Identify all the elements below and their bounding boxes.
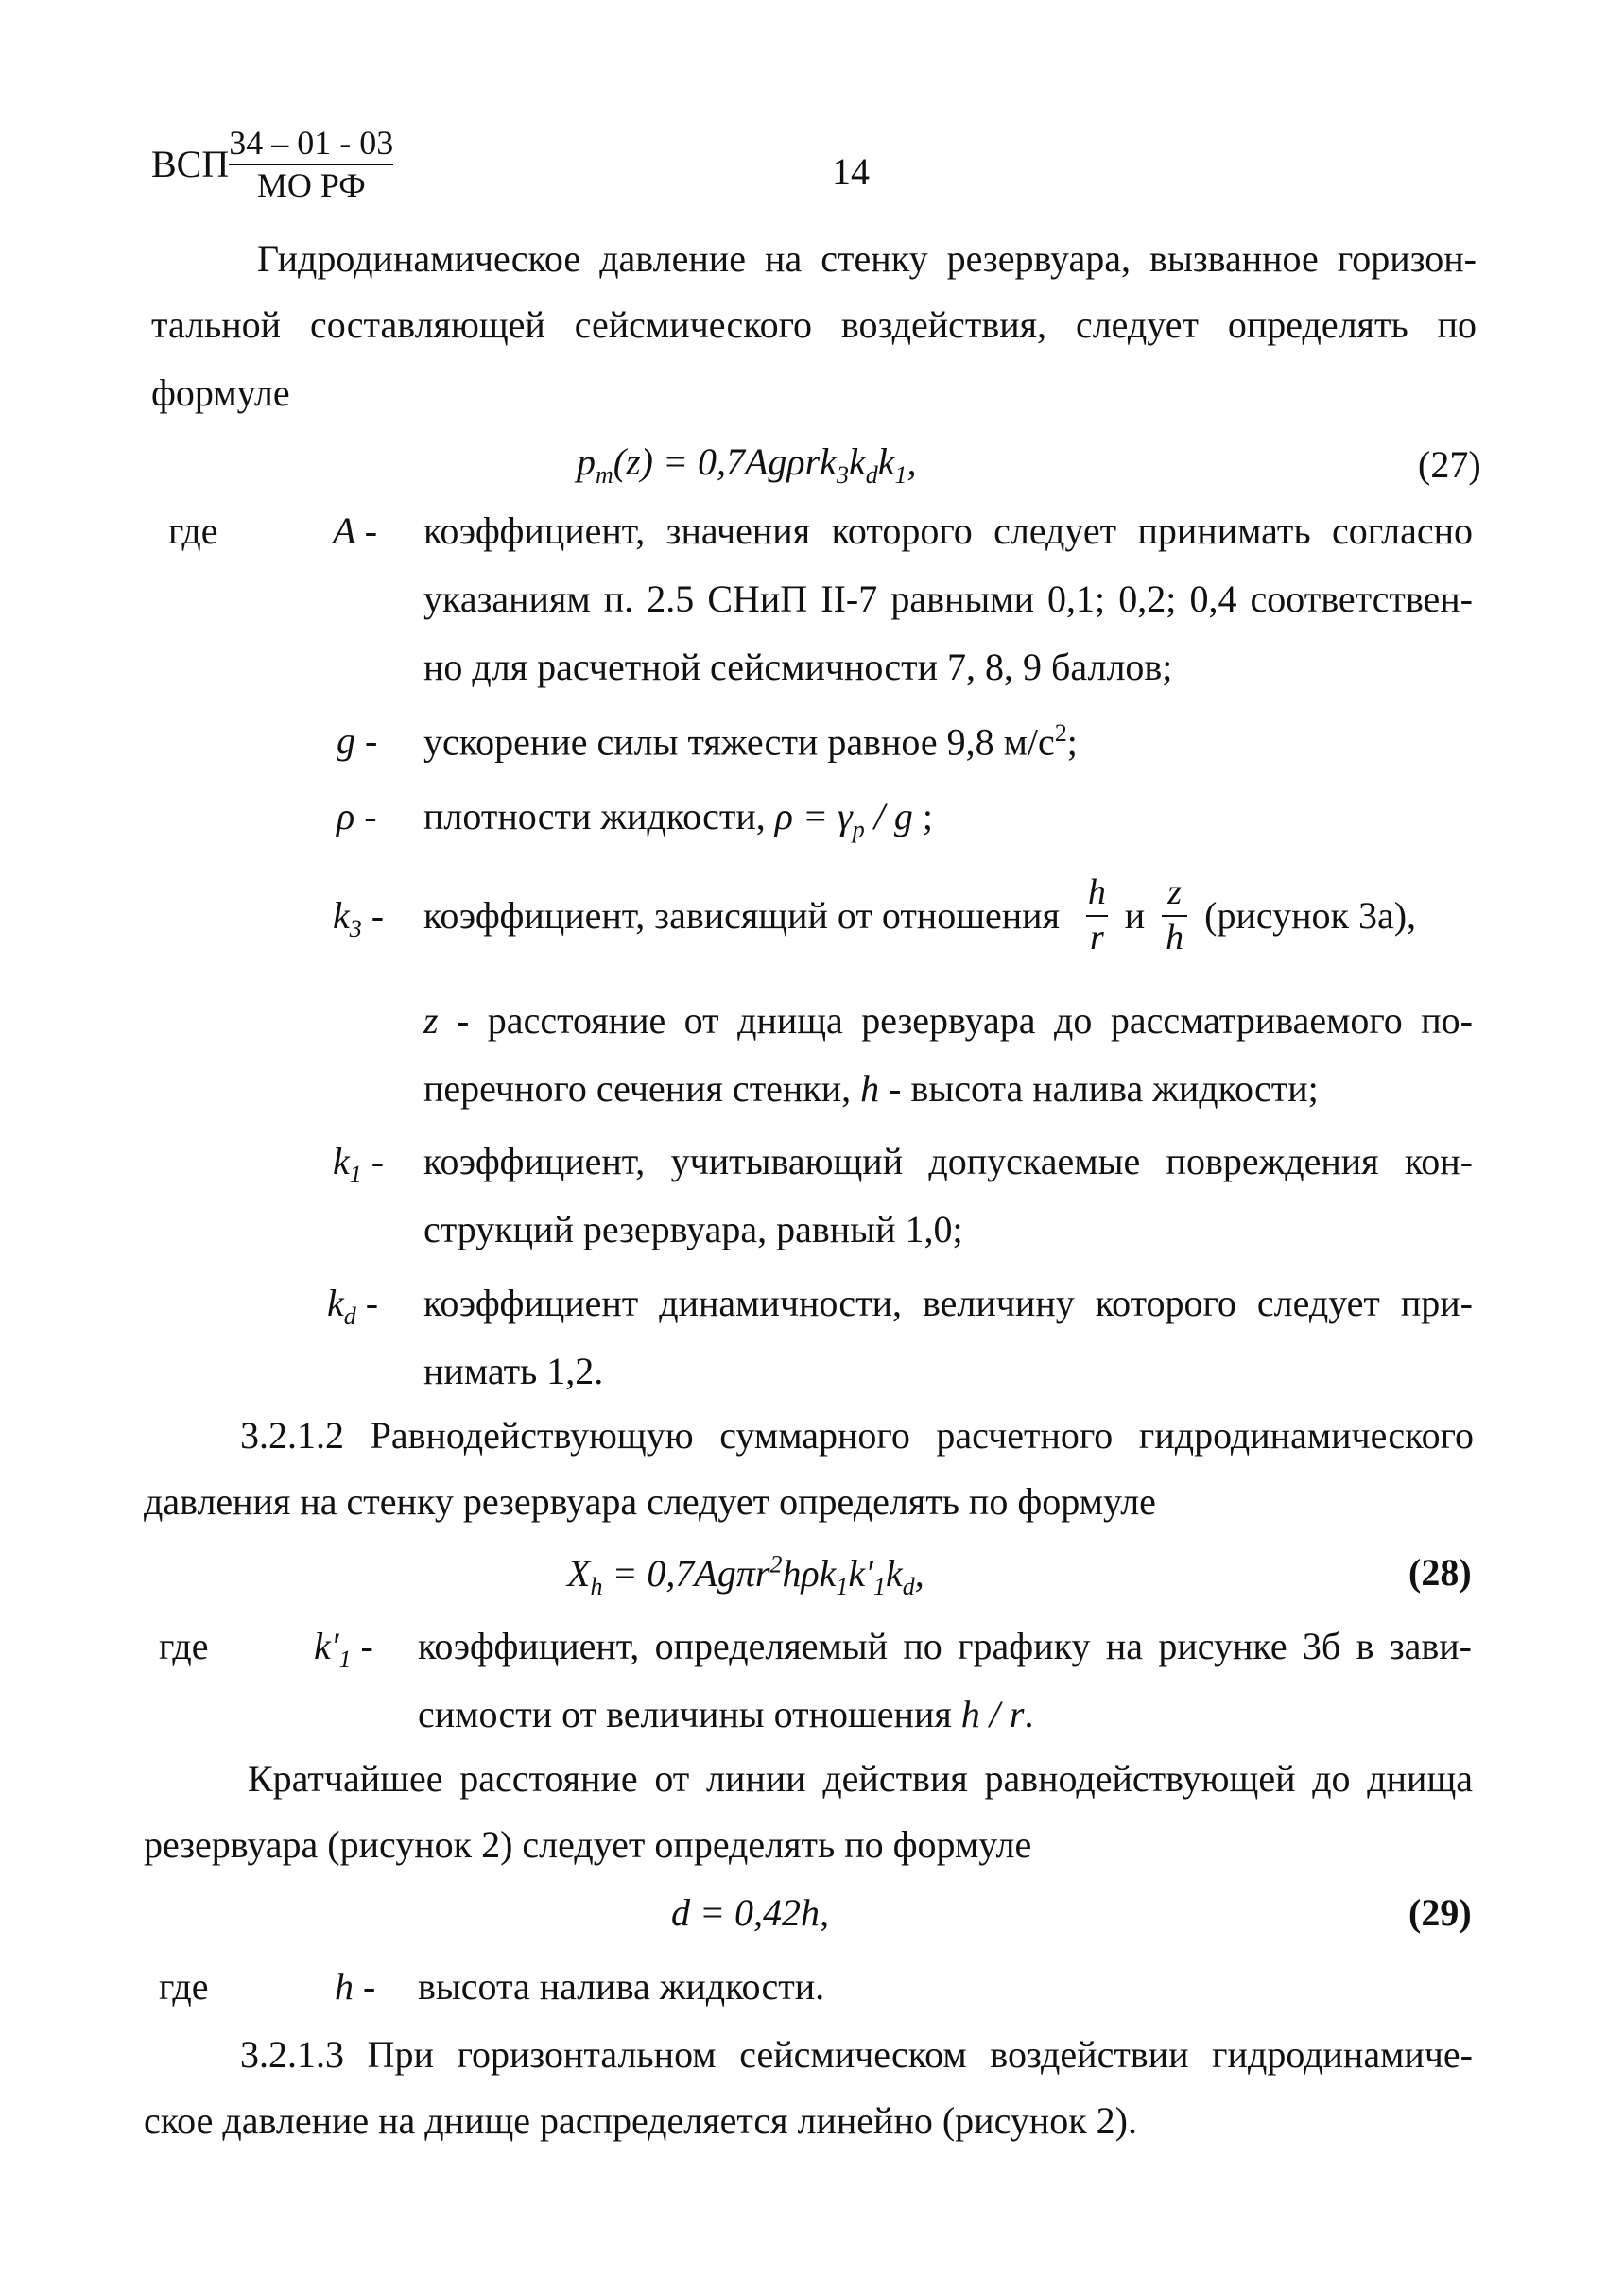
para1-line3: формуле xyxy=(151,371,290,414)
def-g-line1: ускорение силы тяжести равное 9,8 $м/с^2$; xyxy=(423,719,1078,764)
def-k1prime-line1: коэффициент, определяемый по графику на рисунке 3б в зави- xyxy=(418,1625,1472,1667)
def-z-line2: перечного сечения стенки, h - высота налива жидкости; xyxy=(423,1067,1319,1110)
def-h-text: высота налива жидкости. xyxy=(418,1965,825,2008)
def-kd-line1: коэффициент динамичности, величину которого следует при- xyxy=(423,1282,1473,1324)
eq29-number: (29) xyxy=(1408,1891,1472,1934)
para2-line2: давления на стенку резервуара следует определять по формуле xyxy=(144,1480,1156,1523)
para3-line2: резервуара (рисунок 2) следует определять по формуле xyxy=(144,1823,1032,1866)
def-kd-line2: нимать 1,2. xyxy=(423,1350,604,1392)
k3-text-c: (рисунок 3а), xyxy=(1204,893,1417,937)
eq27-formula: $p_m(z) = 0,7Ag\rho rk_3k_dk_1$, xyxy=(577,440,917,489)
def-symbol-h: h - xyxy=(335,1965,376,2008)
def-k3-line1 xyxy=(423,871,1473,959)
def-symbol-A: A - xyxy=(333,509,378,552)
code-numerator: 34 – 01 - 03 xyxy=(229,124,394,162)
def-k1prime-line2: симости от величины отношения h / r. xyxy=(418,1693,1034,1735)
para1-line2: тальной составляющей сейсмического воздействия, следует определять по xyxy=(151,303,1477,346)
equation-29: d = 0,42h, xyxy=(671,1891,829,1934)
para3-line1: Кратчайшее расстояние от линии действия равнодействующей до днища xyxy=(248,1757,1473,1800)
fraction-z-over-h: $\frac{z}{h}$ xyxy=(1162,871,1187,959)
def-A-line3: но для расчетной сейсмичности 7, 8, 9 баллов; xyxy=(423,646,1173,688)
eq28-formula: $X_h = 0,7Ag\pi r^2h\rho k_1k'_1k_d$, xyxy=(567,1551,924,1601)
k3-text-b: и xyxy=(1124,893,1146,937)
def-symbol-kd: $k_d$ - xyxy=(327,1282,379,1330)
def-A-line1: коэффициент, значения которого следует принимать согласно xyxy=(423,509,1473,552)
eq28-number: (28) xyxy=(1408,1551,1472,1594)
document-code xyxy=(151,123,393,206)
def-symbol-k1: $k_1$ - xyxy=(333,1140,385,1188)
def-symbol-k1prime: $k'_1$ - xyxy=(314,1625,373,1673)
def-A-line2: указаниям п. 2.5 СНиП II-7 равными 0,1; 0,2; 0,4 соответствен- xyxy=(423,578,1473,620)
def-k1-line2: струкций резервуара, равный 1,0; xyxy=(423,1208,963,1250)
k3-text-a: коэффициент, зависящий от отношения xyxy=(423,893,1069,937)
para1-line1: Гидродинамическое давление на стенку резервуара, вызванное горизон- xyxy=(257,237,1477,280)
eq27-number: (27) xyxy=(1418,443,1481,486)
code-fraction xyxy=(229,123,393,206)
where-label-28: где xyxy=(159,1625,209,1667)
para2-line1: 3.2.1.2 Равнодействующую суммарного расчетного гидродинамического xyxy=(240,1414,1474,1457)
def-rho-line1: плотности жидкости, $\rho = \gamma_p / g$ ; xyxy=(423,795,933,843)
where-label-29: где xyxy=(159,1965,209,2008)
page-number: 14 xyxy=(832,150,870,193)
equation-28 xyxy=(567,1550,924,1602)
equation-27 xyxy=(577,440,916,490)
def-symbol-rho: ρ - xyxy=(337,795,377,837)
def-symbol-k3: $k_3$ - xyxy=(333,894,385,942)
fraction-h-over-r: $\frac{h}{r}$ xyxy=(1086,871,1108,959)
def-symbol-g: g - xyxy=(337,719,378,762)
code-denominator: МО РФ xyxy=(229,164,393,206)
def-z-line1: z - расстояние от днища резервуара до рассматриваемого по- xyxy=(423,999,1473,1042)
code-prefix: ВСП xyxy=(151,143,230,186)
para4-line1: 3.2.1.3 При горизонтальном сейсмическом воздействии гидродинамиче- xyxy=(240,2033,1473,2076)
where-label-27: где xyxy=(168,509,218,552)
para4-line2: ское давление на днище распределяется линейно (рисунок 2). xyxy=(144,2099,1137,2142)
def-k1-line1: коэффициент, учитывающий допускаемые повреждения кон- xyxy=(423,1140,1473,1182)
